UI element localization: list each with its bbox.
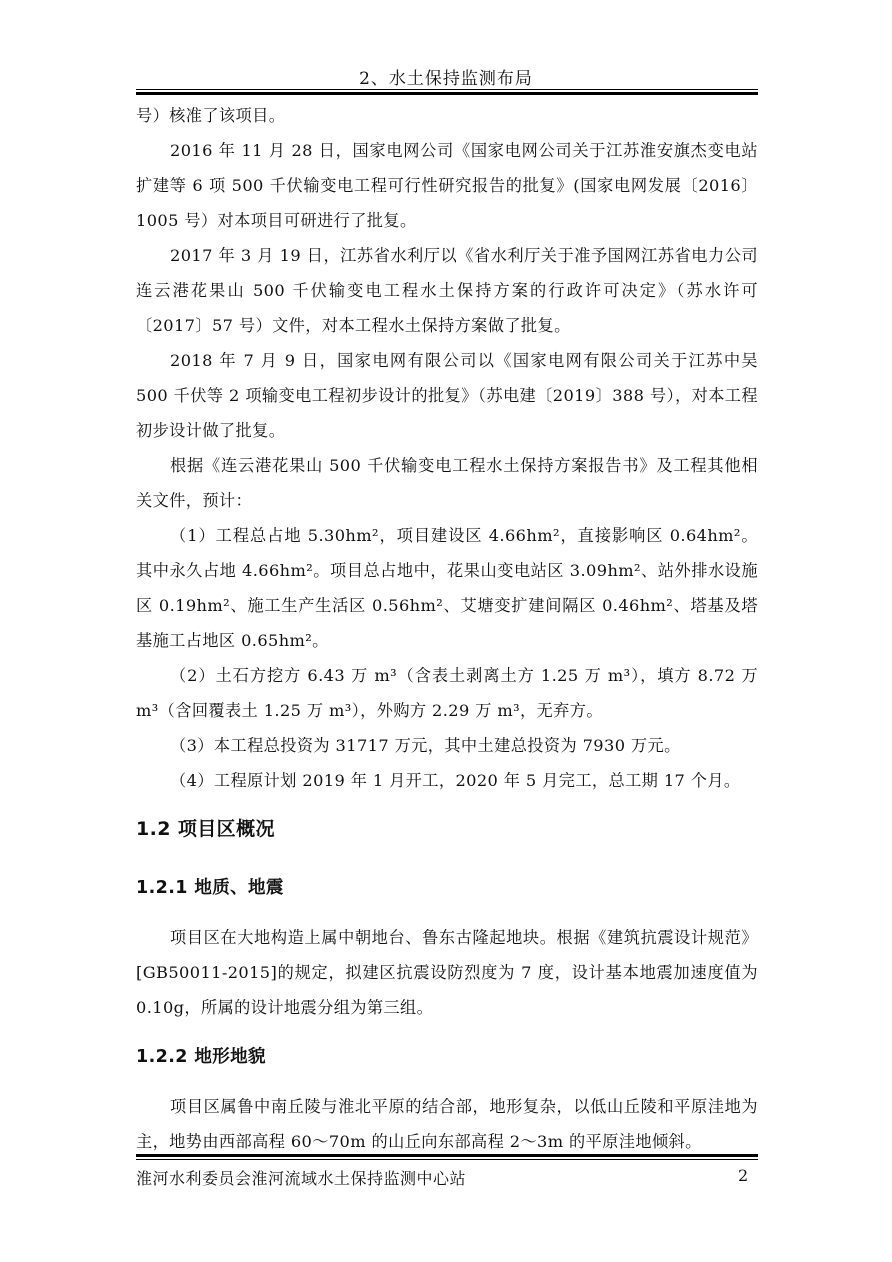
running-header: 2、水土保持监测布局 — [359, 69, 533, 89]
paragraph-preliminary-design-approval: 2018 年 7 月 9 日，国家电网有限公司以《国家电网有限公司关于江苏中吴 500 千伏等 2 项输变电工程初步设计的批复》（苏电建〔2019〕388 号），对本工程初步设计做了批复。 — [136, 351, 758, 440]
footer-rule-thin — [136, 1159, 758, 1160]
section-heading-1-2-2: 1.2.2 地形地貌 — [136, 1047, 266, 1067]
document-body — [136, 98, 758, 1159]
header-rule-thick — [136, 92, 758, 95]
paragraph-geology: 项目区在大地构造上属中朝地台、鲁东古隆起地块。根据《建筑抗震设计规范》[GB50011-2015]的规定，拟建区抗震设防烈度为 7 度，设计基本地震加速度值为 0.10g，所属的设计地震分组为第三组。 — [136, 928, 758, 1017]
paragraph-soil-water-approval: 2017 年 3 月 19 日，江苏省水利厅以《省水利厅关于准予国网江苏省电力公司连云港花果山 500 千伏输变电工程水土保持方案的行政许可决定》（苏水许可〔2017〕57 号）文件，对本工程水土保持方案做了批复。 — [136, 246, 758, 335]
section-heading-1-2-1: 1.2.1 地质、地震 — [136, 878, 284, 898]
paragraph-terrain: 项目区属鲁中南丘陵与淮北平原的结合部，地形复杂，以低山丘陵和平原洼地为主，地势由西部高程 60～70m 的山丘向东部高程 2～3m 的平原洼地倾斜。 — [136, 1097, 758, 1151]
footer-organization: 淮河水利委员会淮河流域水土保持监测中心站 — [136, 1169, 467, 1188]
section-heading-1-2: 1.2 项目区概况 — [136, 818, 275, 840]
paragraph-earthwork: （2）土石方挖方 6.43 万 m³（含表土剥离土方 1.25 万 m³），填方 8.72 万 m³（含回覆表土 1.25 万 m³），外购方 2.29 万 m³，无弃方。 — [136, 666, 758, 720]
paragraph-continuation: 号）核准了该项目。 — [136, 106, 286, 125]
header-rule-thin — [136, 89, 758, 90]
paragraph-estimates-intro: 根据《连云港花果山 500 千伏输变电工程水土保持方案报告书》及工程其他相关文件，预计： — [136, 456, 758, 510]
paragraph-investment: （3）本工程总投资为 31717 万元，其中土建总投资为 7930 万元。 — [170, 736, 681, 755]
paragraph-schedule: （4）工程原计划 2019 年 1 月开工，2020 年 5 月完工，总工期 17 个月。 — [170, 771, 741, 790]
paragraph-land-occupation: （1）工程总占地 5.30hm²，项目建设区 4.66hm²，直接影响区 0.64hm²。其中永久占地 4.66hm²。项目总占地中，花果山变电站区 3.09hm²、站外排水设施区 0.19hm²、施工生产生活区 0.56hm²、艾塘变扩建间隔区 0.46hm²、塔基及塔基施工占地区 0.65hm²。 — [136, 526, 758, 650]
page-number: 2 — [738, 1166, 749, 1185]
footer-rule-thick — [136, 1154, 758, 1157]
paragraph-feasibility-approval: 2016 年 11 月 28 日，国家电网公司《国家电网公司关于江苏淮安旗杰变电站扩建等 6 项 500 千伏输变电工程可行性研究报告的批复》(国家电网发展〔2016〕1005 号）对本项目可研进行了批复。 — [136, 141, 758, 230]
